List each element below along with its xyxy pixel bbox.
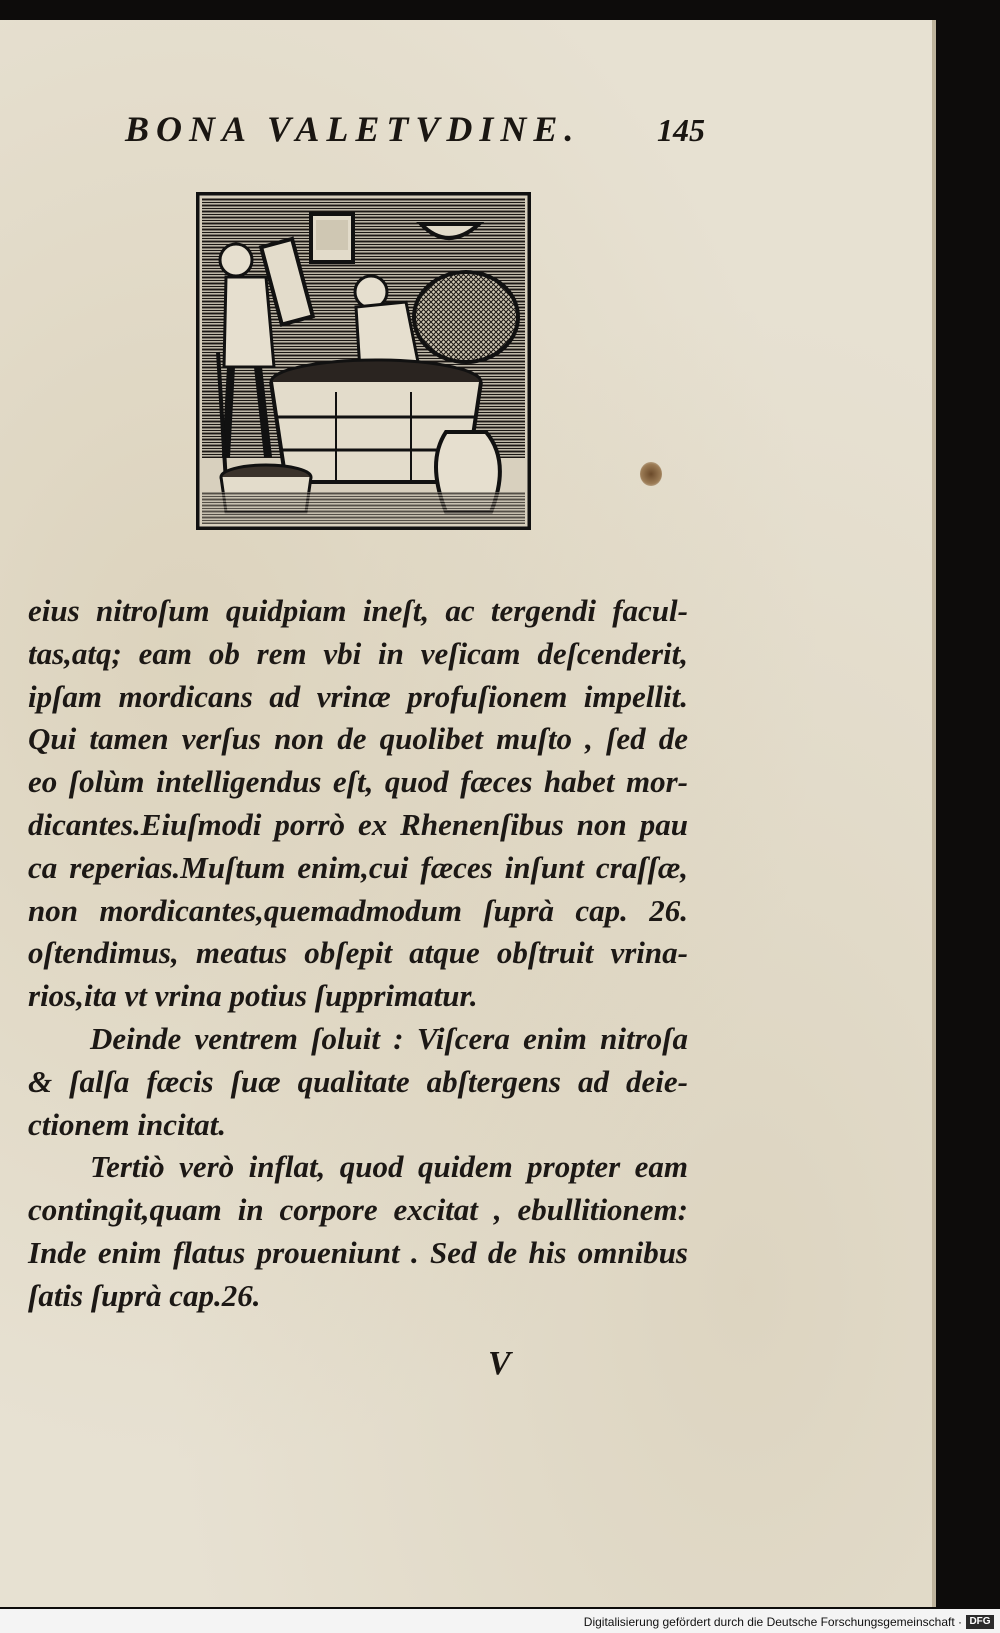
text-line: eius nitroſum quidpiam ineſt, ac tergendi facul- [28, 593, 688, 628]
dfg-logo-icon: DFG [966, 1615, 994, 1629]
text-line: ca reperias.Muſtum enim,cui fæces inſunt craſſæ, [28, 849, 688, 885]
text-line: eo ſolùm intelligendus eſt, quod fæces habet mor- [28, 764, 688, 800]
text-line: non mordicantes,quemadmodum ſuprà cap. 26. [28, 892, 688, 928]
text-line: ctionem incitat. [28, 1106, 227, 1142]
running-head: BONA VALETVDINE. [125, 109, 581, 149]
page-header [125, 98, 705, 158]
paper-stain [640, 462, 662, 486]
text-line: Deinde ventrem ſoluit : Viſcera enim nitroſa [90, 1020, 688, 1056]
text-line: oſtendimus, meatus obſepit atque obſtruit vrina- [28, 935, 688, 971]
text-line: ſatis ſuprà cap.26. [28, 1277, 261, 1313]
text-line: rios,ita vt vrina potius ſupprimatur. [28, 978, 478, 1014]
text-line: Tertiò verò inflat, quod quidem propter eam [90, 1149, 688, 1185]
book-page [0, 20, 936, 1607]
text-line: Qui tamen verſus non de quolibet muſto , ſed de [28, 721, 688, 757]
footer-bar [0, 1609, 1000, 1633]
text-line: tas,atq; eam ob rem vbi in veſicam deſcenderit, [28, 635, 688, 671]
body-text [28, 590, 688, 1318]
text-line: ipſam mordicans ad vrinæ profuſionem impellit. [28, 678, 688, 714]
text-line: contingit,quam in corpore excitat , ebullitionem: [28, 1192, 688, 1228]
woodcut-illustration [196, 192, 531, 530]
text-line: Inde enim flatus proueniunt . Sed de his omnibus [28, 1234, 688, 1270]
text-line: dicantes.Eiuſmodi porrò ex Rhenenſibus non pau [28, 806, 688, 842]
catchword: V [488, 1345, 511, 1382]
footer-credit: Digitalisierung gefördert durch die Deutsche Forschungsgemeinschaft · [583, 1615, 962, 1629]
text-line: & ſalſa fæcis ſuæ qualitate abſtergens ad deie- [28, 1063, 688, 1099]
page-number: 145 [657, 112, 705, 148]
